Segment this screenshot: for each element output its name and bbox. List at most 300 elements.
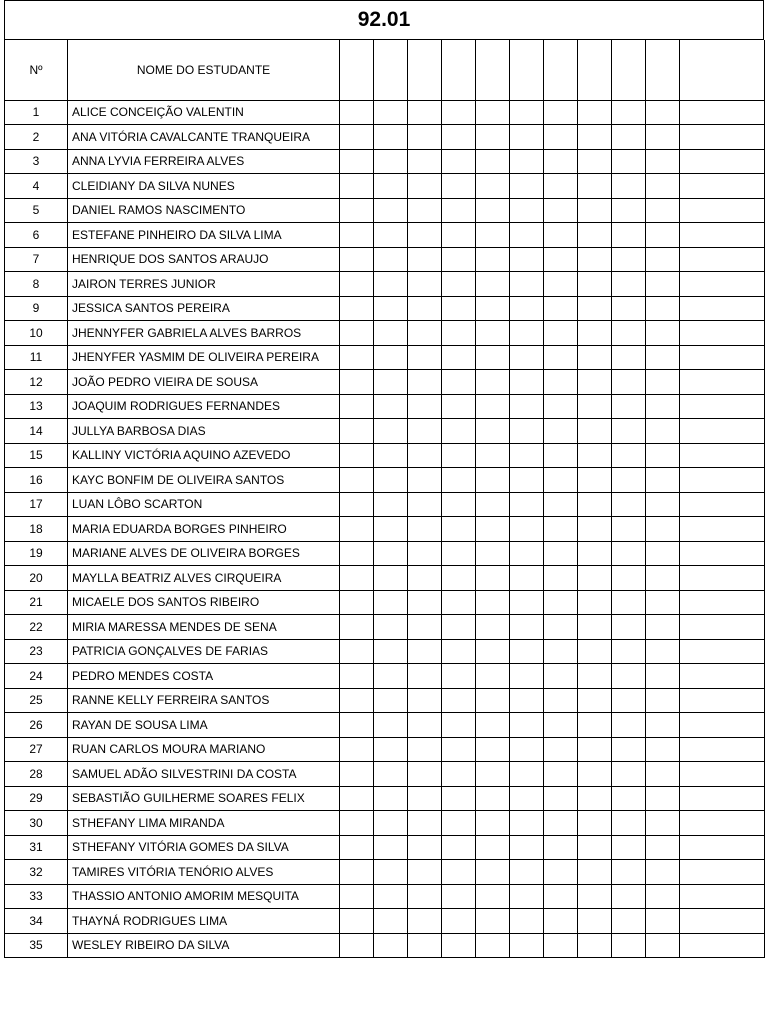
mark-cell[interactable]	[442, 174, 476, 199]
mark-cell[interactable]	[646, 713, 680, 738]
mark-cell[interactable]	[442, 541, 476, 566]
mark-cell[interactable]	[510, 247, 544, 272]
mark-cell[interactable]	[544, 198, 578, 223]
mark-cell[interactable]	[408, 517, 442, 542]
mark-cell[interactable]	[340, 933, 374, 958]
mark-cell[interactable]	[408, 909, 442, 934]
mark-cell[interactable]	[578, 370, 612, 395]
mark-cell[interactable]	[408, 468, 442, 493]
mark-cell[interactable]	[578, 125, 612, 150]
mark-cell[interactable]	[476, 443, 510, 468]
mark-cell[interactable]	[544, 468, 578, 493]
mark-cell[interactable]	[476, 174, 510, 199]
mark-cell[interactable]	[476, 639, 510, 664]
mark-cell[interactable]	[442, 860, 476, 885]
mark-cell[interactable]	[510, 713, 544, 738]
mark-cell[interactable]	[476, 321, 510, 346]
mark-cell[interactable]	[646, 223, 680, 248]
mark-cell[interactable]	[612, 933, 646, 958]
mark-cell[interactable]	[510, 419, 544, 444]
mark-cell[interactable]	[442, 247, 476, 272]
mark-cell[interactable]	[612, 296, 646, 321]
mark-cell[interactable]	[340, 247, 374, 272]
mark-cell[interactable]	[646, 737, 680, 762]
mark-cell[interactable]	[374, 149, 408, 174]
mark-cell[interactable]	[612, 468, 646, 493]
mark-cell[interactable]	[544, 321, 578, 346]
mark-cell[interactable]	[374, 811, 408, 836]
mark-cell[interactable]	[646, 664, 680, 689]
mark-cell[interactable]	[476, 198, 510, 223]
mark-cell[interactable]	[646, 370, 680, 395]
mark-cell[interactable]	[544, 296, 578, 321]
mark-cell[interactable]	[408, 688, 442, 713]
mark-cell[interactable]	[374, 541, 408, 566]
mark-cell[interactable]	[374, 517, 408, 542]
mark-cell[interactable]	[646, 517, 680, 542]
mark-cell[interactable]	[544, 394, 578, 419]
mark-cell[interactable]	[374, 100, 408, 125]
mark-cell[interactable]	[442, 811, 476, 836]
mark-cell[interactable]	[442, 664, 476, 689]
mark-cell[interactable]	[340, 713, 374, 738]
mark-cell[interactable]	[340, 272, 374, 297]
mark-cell[interactable]	[374, 566, 408, 591]
mark-cell[interactable]	[578, 223, 612, 248]
mark-cell[interactable]	[442, 590, 476, 615]
mark-cell[interactable]	[612, 639, 646, 664]
mark-cell[interactable]	[340, 664, 374, 689]
mark-cell[interactable]	[408, 541, 442, 566]
mark-cell[interactable]	[578, 688, 612, 713]
mark-cell[interactable]	[544, 100, 578, 125]
mark-cell[interactable]	[510, 443, 544, 468]
mark-cell[interactable]	[442, 468, 476, 493]
mark-cell[interactable]	[544, 933, 578, 958]
mark-cell[interactable]	[578, 492, 612, 517]
mark-cell[interactable]	[408, 370, 442, 395]
mark-cell[interactable]	[408, 223, 442, 248]
mark-cell[interactable]	[442, 370, 476, 395]
mark-cell[interactable]	[646, 884, 680, 909]
mark-cell[interactable]	[578, 639, 612, 664]
mark-cell[interactable]	[612, 517, 646, 542]
mark-cell[interactable]	[612, 737, 646, 762]
mark-cell[interactable]	[646, 909, 680, 934]
mark-cell[interactable]	[646, 688, 680, 713]
mark-cell[interactable]	[340, 811, 374, 836]
mark-cell[interactable]	[408, 762, 442, 787]
mark-cell[interactable]	[340, 174, 374, 199]
mark-cell[interactable]	[442, 737, 476, 762]
mark-cell[interactable]	[374, 492, 408, 517]
mark-cell[interactable]	[340, 737, 374, 762]
mark-cell[interactable]	[442, 517, 476, 542]
mark-cell[interactable]	[612, 149, 646, 174]
mark-cell[interactable]	[374, 786, 408, 811]
mark-cell[interactable]	[578, 713, 612, 738]
mark-cell[interactable]	[544, 737, 578, 762]
mark-cell[interactable]	[408, 296, 442, 321]
mark-cell[interactable]	[646, 468, 680, 493]
mark-cell[interactable]	[374, 884, 408, 909]
mark-cell[interactable]	[612, 615, 646, 640]
mark-cell[interactable]	[612, 664, 646, 689]
mark-cell[interactable]	[578, 811, 612, 836]
mark-cell[interactable]	[374, 443, 408, 468]
mark-cell[interactable]	[408, 615, 442, 640]
mark-cell[interactable]	[544, 786, 578, 811]
mark-cell[interactable]	[646, 762, 680, 787]
mark-cell[interactable]	[374, 125, 408, 150]
mark-cell[interactable]	[646, 933, 680, 958]
mark-cell[interactable]	[544, 174, 578, 199]
mark-cell[interactable]	[510, 223, 544, 248]
mark-cell[interactable]	[578, 909, 612, 934]
mark-cell[interactable]	[442, 615, 476, 640]
mark-cell[interactable]	[510, 492, 544, 517]
mark-cell[interactable]	[578, 737, 612, 762]
mark-cell[interactable]	[340, 615, 374, 640]
mark-cell[interactable]	[374, 688, 408, 713]
mark-cell[interactable]	[374, 321, 408, 346]
mark-cell[interactable]	[340, 125, 374, 150]
mark-cell[interactable]	[578, 296, 612, 321]
mark-cell[interactable]	[510, 688, 544, 713]
mark-cell[interactable]	[612, 419, 646, 444]
mark-cell[interactable]	[476, 884, 510, 909]
mark-cell[interactable]	[408, 933, 442, 958]
mark-cell[interactable]	[612, 125, 646, 150]
mark-cell[interactable]	[612, 370, 646, 395]
mark-cell[interactable]	[408, 590, 442, 615]
mark-cell[interactable]	[544, 639, 578, 664]
mark-cell[interactable]	[578, 345, 612, 370]
mark-cell[interactable]	[544, 223, 578, 248]
mark-cell[interactable]	[374, 664, 408, 689]
mark-cell[interactable]	[340, 566, 374, 591]
mark-cell[interactable]	[476, 762, 510, 787]
mark-cell[interactable]	[340, 345, 374, 370]
mark-cell[interactable]	[612, 247, 646, 272]
mark-cell[interactable]	[544, 272, 578, 297]
mark-cell[interactable]	[476, 370, 510, 395]
mark-cell[interactable]	[442, 345, 476, 370]
mark-cell[interactable]	[544, 713, 578, 738]
mark-cell[interactable]	[612, 835, 646, 860]
mark-cell[interactable]	[544, 688, 578, 713]
mark-cell[interactable]	[544, 566, 578, 591]
mark-cell[interactable]	[408, 786, 442, 811]
mark-cell[interactable]	[612, 321, 646, 346]
mark-cell[interactable]	[612, 492, 646, 517]
mark-cell[interactable]	[476, 835, 510, 860]
mark-cell[interactable]	[476, 933, 510, 958]
mark-cell[interactable]	[374, 639, 408, 664]
mark-cell[interactable]	[442, 492, 476, 517]
mark-cell[interactable]	[578, 394, 612, 419]
mark-cell[interactable]	[340, 198, 374, 223]
mark-cell[interactable]	[408, 345, 442, 370]
mark-cell[interactable]	[510, 639, 544, 664]
mark-cell[interactable]	[544, 884, 578, 909]
mark-cell[interactable]	[510, 566, 544, 591]
mark-cell[interactable]	[408, 664, 442, 689]
mark-cell[interactable]	[510, 149, 544, 174]
mark-cell[interactable]	[340, 762, 374, 787]
mark-cell[interactable]	[510, 590, 544, 615]
mark-cell[interactable]	[442, 713, 476, 738]
mark-cell[interactable]	[442, 198, 476, 223]
mark-cell[interactable]	[510, 272, 544, 297]
mark-cell[interactable]	[374, 247, 408, 272]
mark-cell[interactable]	[442, 100, 476, 125]
mark-cell[interactable]	[646, 786, 680, 811]
mark-cell[interactable]	[578, 419, 612, 444]
mark-cell[interactable]	[578, 590, 612, 615]
mark-cell[interactable]	[408, 737, 442, 762]
mark-cell[interactable]	[408, 713, 442, 738]
mark-cell[interactable]	[374, 835, 408, 860]
mark-cell[interactable]	[340, 639, 374, 664]
mark-cell[interactable]	[646, 272, 680, 297]
mark-cell[interactable]	[510, 933, 544, 958]
mark-cell[interactable]	[340, 321, 374, 346]
mark-cell[interactable]	[510, 884, 544, 909]
mark-cell[interactable]	[408, 860, 442, 885]
mark-cell[interactable]	[408, 639, 442, 664]
mark-cell[interactable]	[510, 786, 544, 811]
mark-cell[interactable]	[374, 223, 408, 248]
mark-cell[interactable]	[544, 492, 578, 517]
mark-cell[interactable]	[442, 762, 476, 787]
mark-cell[interactable]	[476, 664, 510, 689]
mark-cell[interactable]	[442, 835, 476, 860]
mark-cell[interactable]	[476, 566, 510, 591]
mark-cell[interactable]	[646, 100, 680, 125]
mark-cell[interactable]	[612, 443, 646, 468]
mark-cell[interactable]	[612, 345, 646, 370]
mark-cell[interactable]	[340, 835, 374, 860]
mark-cell[interactable]	[544, 615, 578, 640]
mark-cell[interactable]	[544, 541, 578, 566]
mark-cell[interactable]	[374, 909, 408, 934]
mark-cell[interactable]	[476, 223, 510, 248]
mark-cell[interactable]	[612, 272, 646, 297]
mark-cell[interactable]	[578, 247, 612, 272]
mark-cell[interactable]	[442, 688, 476, 713]
mark-cell[interactable]	[442, 296, 476, 321]
mark-cell[interactable]	[578, 100, 612, 125]
mark-cell[interactable]	[510, 860, 544, 885]
mark-cell[interactable]	[646, 296, 680, 321]
mark-cell[interactable]	[612, 198, 646, 223]
mark-cell[interactable]	[646, 811, 680, 836]
mark-cell[interactable]	[578, 566, 612, 591]
mark-cell[interactable]	[510, 468, 544, 493]
mark-cell[interactable]	[646, 541, 680, 566]
mark-cell[interactable]	[340, 468, 374, 493]
mark-cell[interactable]	[578, 272, 612, 297]
mark-cell[interactable]	[510, 737, 544, 762]
mark-cell[interactable]	[340, 370, 374, 395]
mark-cell[interactable]	[612, 811, 646, 836]
mark-cell[interactable]	[510, 811, 544, 836]
mark-cell[interactable]	[612, 786, 646, 811]
mark-cell[interactable]	[612, 566, 646, 591]
mark-cell[interactable]	[544, 125, 578, 150]
mark-cell[interactable]	[646, 835, 680, 860]
mark-cell[interactable]	[476, 517, 510, 542]
mark-cell[interactable]	[340, 394, 374, 419]
mark-cell[interactable]	[510, 517, 544, 542]
mark-cell[interactable]	[578, 517, 612, 542]
mark-cell[interactable]	[646, 860, 680, 885]
mark-cell[interactable]	[476, 615, 510, 640]
mark-cell[interactable]	[476, 541, 510, 566]
mark-cell[interactable]	[646, 247, 680, 272]
mark-cell[interactable]	[476, 394, 510, 419]
mark-cell[interactable]	[544, 590, 578, 615]
mark-cell[interactable]	[442, 125, 476, 150]
mark-cell[interactable]	[442, 321, 476, 346]
mark-cell[interactable]	[578, 835, 612, 860]
mark-cell[interactable]	[374, 933, 408, 958]
mark-cell[interactable]	[578, 762, 612, 787]
mark-cell[interactable]	[646, 174, 680, 199]
mark-cell[interactable]	[476, 247, 510, 272]
mark-cell[interactable]	[340, 590, 374, 615]
mark-cell[interactable]	[544, 419, 578, 444]
mark-cell[interactable]	[476, 272, 510, 297]
mark-cell[interactable]	[408, 835, 442, 860]
mark-cell[interactable]	[544, 443, 578, 468]
mark-cell[interactable]	[374, 394, 408, 419]
mark-cell[interactable]	[578, 468, 612, 493]
mark-cell[interactable]	[646, 639, 680, 664]
mark-cell[interactable]	[408, 174, 442, 199]
mark-cell[interactable]	[578, 174, 612, 199]
mark-cell[interactable]	[374, 198, 408, 223]
mark-cell[interactable]	[476, 737, 510, 762]
mark-cell[interactable]	[442, 639, 476, 664]
mark-cell[interactable]	[408, 492, 442, 517]
mark-cell[interactable]	[408, 443, 442, 468]
mark-cell[interactable]	[340, 492, 374, 517]
mark-cell[interactable]	[476, 296, 510, 321]
mark-cell[interactable]	[408, 321, 442, 346]
mark-cell[interactable]	[442, 884, 476, 909]
mark-cell[interactable]	[544, 835, 578, 860]
mark-cell[interactable]	[340, 541, 374, 566]
mark-cell[interactable]	[340, 443, 374, 468]
mark-cell[interactable]	[408, 884, 442, 909]
mark-cell[interactable]	[408, 125, 442, 150]
mark-cell[interactable]	[340, 419, 374, 444]
mark-cell[interactable]	[442, 933, 476, 958]
mark-cell[interactable]	[646, 492, 680, 517]
mark-cell[interactable]	[578, 615, 612, 640]
mark-cell[interactable]	[646, 321, 680, 346]
mark-cell[interactable]	[374, 419, 408, 444]
mark-cell[interactable]	[612, 860, 646, 885]
mark-cell[interactable]	[442, 909, 476, 934]
mark-cell[interactable]	[510, 835, 544, 860]
mark-cell[interactable]	[578, 321, 612, 346]
mark-cell[interactable]	[544, 762, 578, 787]
mark-cell[interactable]	[578, 786, 612, 811]
mark-cell[interactable]	[374, 345, 408, 370]
mark-cell[interactable]	[476, 419, 510, 444]
mark-cell[interactable]	[578, 149, 612, 174]
mark-cell[interactable]	[442, 394, 476, 419]
mark-cell[interactable]	[612, 100, 646, 125]
mark-cell[interactable]	[340, 296, 374, 321]
mark-cell[interactable]	[476, 149, 510, 174]
mark-cell[interactable]	[646, 345, 680, 370]
mark-cell[interactable]	[544, 345, 578, 370]
mark-cell[interactable]	[476, 713, 510, 738]
mark-cell[interactable]	[510, 370, 544, 395]
mark-cell[interactable]	[476, 345, 510, 370]
mark-cell[interactable]	[578, 443, 612, 468]
mark-cell[interactable]	[374, 762, 408, 787]
mark-cell[interactable]	[408, 149, 442, 174]
mark-cell[interactable]	[340, 860, 374, 885]
mark-cell[interactable]	[374, 174, 408, 199]
mark-cell[interactable]	[544, 247, 578, 272]
mark-cell[interactable]	[340, 100, 374, 125]
mark-cell[interactable]	[442, 419, 476, 444]
mark-cell[interactable]	[646, 590, 680, 615]
mark-cell[interactable]	[476, 688, 510, 713]
mark-cell[interactable]	[578, 198, 612, 223]
mark-cell[interactable]	[646, 394, 680, 419]
mark-cell[interactable]	[340, 786, 374, 811]
mark-cell[interactable]	[510, 321, 544, 346]
mark-cell[interactable]	[476, 590, 510, 615]
mark-cell[interactable]	[612, 884, 646, 909]
mark-cell[interactable]	[374, 860, 408, 885]
mark-cell[interactable]	[442, 223, 476, 248]
mark-cell[interactable]	[476, 811, 510, 836]
mark-cell[interactable]	[476, 468, 510, 493]
mark-cell[interactable]	[578, 860, 612, 885]
mark-cell[interactable]	[408, 198, 442, 223]
mark-cell[interactable]	[646, 198, 680, 223]
mark-cell[interactable]	[544, 664, 578, 689]
mark-cell[interactable]	[340, 149, 374, 174]
mark-cell[interactable]	[340, 884, 374, 909]
mark-cell[interactable]	[408, 566, 442, 591]
mark-cell[interactable]	[408, 247, 442, 272]
mark-cell[interactable]	[476, 492, 510, 517]
mark-cell[interactable]	[578, 541, 612, 566]
mark-cell[interactable]	[578, 664, 612, 689]
mark-cell[interactable]	[374, 713, 408, 738]
mark-cell[interactable]	[612, 713, 646, 738]
mark-cell[interactable]	[510, 174, 544, 199]
mark-cell[interactable]	[340, 909, 374, 934]
mark-cell[interactable]	[612, 541, 646, 566]
mark-cell[interactable]	[476, 125, 510, 150]
mark-cell[interactable]	[374, 272, 408, 297]
mark-cell[interactable]	[612, 688, 646, 713]
mark-cell[interactable]	[408, 394, 442, 419]
mark-cell[interactable]	[476, 100, 510, 125]
mark-cell[interactable]	[476, 909, 510, 934]
mark-cell[interactable]	[442, 786, 476, 811]
